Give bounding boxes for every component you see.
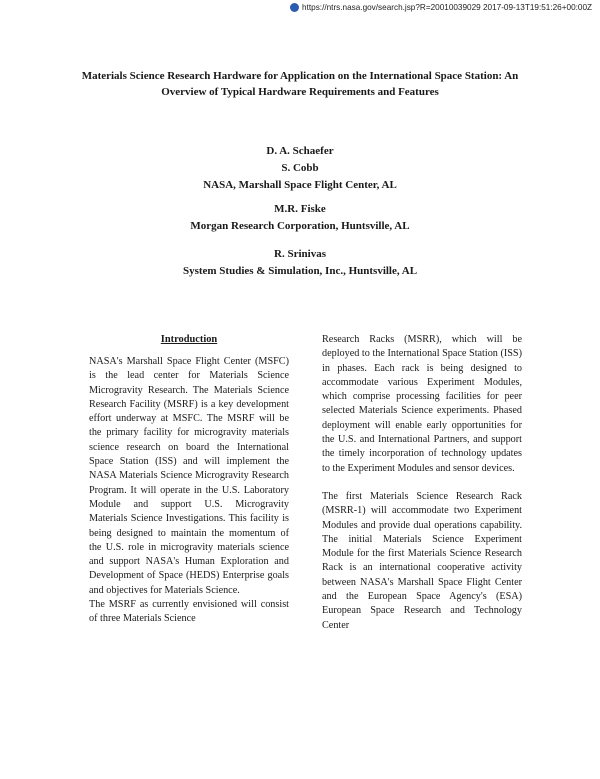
author-affiliation: NASA, Marshall Space Flight Center, AL	[203, 179, 397, 191]
download-stamp	[290, 0, 592, 14]
paper-title: Materials Science Research Hardware for Application on the International Space Station: An Overview of Typical Hardware Requirements and Features	[81, 70, 519, 98]
author-group-2	[100, 201, 500, 235]
author-name: D. A. Schaefer	[266, 145, 334, 157]
author-name: S. Cobb	[281, 162, 319, 174]
right-column	[322, 333, 522, 633]
body-paragraph: The first Materials Science Research Rack (MSRR-1) will accommodate two Experiment Modules and provide dual operations capability. The initial Materials Science Experiment Module for the first Materials Science Research Rack is an international cooperative activity between NASA's Marshall Space Flight Center and the European Space Agency's (ESA) European Space Research and Technology Center	[322, 490, 522, 631]
author-name: M.R. Fiske	[274, 203, 326, 215]
paragraph-gap	[322, 476, 522, 490]
body-paragraph: The MSRF as currently envisioned will consist of three Materials Science	[89, 599, 289, 625]
author-affiliation: System Studies & Simulation, Inc., Huntsville, AL	[182, 265, 418, 277]
author-group-3	[100, 246, 500, 280]
section-heading: Introduction	[160, 334, 218, 345]
body-paragraph: NASA's Marshall Space Flight Center (MSFC) is the lead center for Materials Science Microgravity Research. The Materials Science Research Facility (MSRF) is a key development effort underway at MSFC. The MSRF will be the primary facility for microgravity materials science research on board the International Space Station (ISS) and will implement the NASA Materials Science Microgravity Research Program. It will operate in the U.S. Laboratory Module and support U.S. Microgravity Materials Science Investigations. This facility is being designed to maintain the momentum of the U.S. role in microgravity materials science and support NASA's Human Exploration and Development of Space (HEDS) Enterprise goals and objectives for Materials Science.	[89, 356, 289, 596]
left-column	[89, 333, 289, 627]
author-group-1	[100, 143, 500, 194]
author-affiliation: Morgan Research Corporation, Huntsville, AL	[190, 220, 410, 232]
author-name: R. Srinivas	[274, 248, 326, 260]
download-url-text[interactable]: https://ntrs.nasa.gov/search.jsp?R=20010039029 2017-09-13T19:51:26+00:00Z	[302, 2, 592, 12]
ntrs-logo-icon	[290, 3, 299, 12]
body-paragraph: Research Racks (MSRR), which will be deployed to the International Space Station (ISS) in phases. Each rack is being designed to accommodate various Experiment Modules, which comprise processing facilities for peer selected Materials Science experiments. Phased deployment will enable early opportunities for the U.S. and International Partners, and support the timely incorporation of technology updates to the Experiment Modules and sensor devices.	[322, 334, 522, 474]
